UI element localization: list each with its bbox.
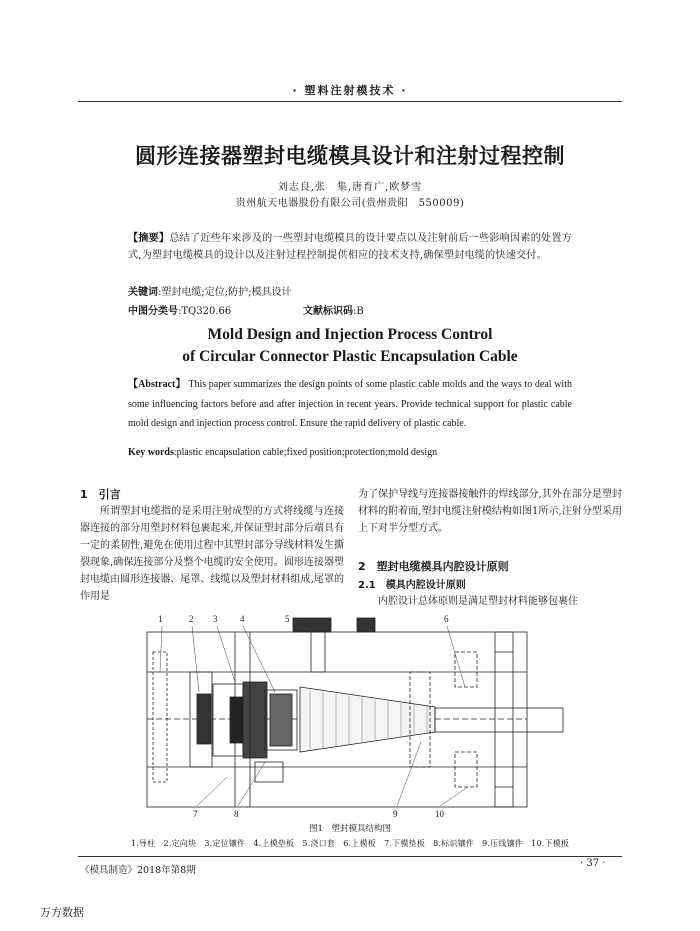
header-rule [78, 101, 622, 102]
keywords-label: 关键词 [128, 287, 158, 298]
figure-legend: 1.导柱 2.定向块 3.定位镶件 4.上模垫板 5.浇口套 6.上模板 7.下模垫板 8.标识镶件 9.压线镶件 10.下模板 [130, 839, 570, 848]
section-1-heading [80, 486, 121, 502]
class-label: 中图分类号 [128, 306, 178, 317]
guide-pillar-right [495, 632, 513, 807]
keywords-en-label: Key words [128, 447, 174, 458]
abstract-cn-text: 总结了近些年来涉及的一些塑封电缆模具的设计要点以及注射前后一些影响因素的处置方式,为塑封电缆模具的设计以及注射过程控制提供相应的技术支持,确保塑封电缆的快速交付。 [128, 233, 573, 261]
keywords-cn [128, 283, 291, 298]
figure-label-3: 3 [213, 614, 218, 624]
encapsulation-cavity [300, 687, 435, 752]
figure-label-4: 4 [240, 614, 245, 624]
section-2-1-heading [358, 576, 466, 591]
wanfang-watermark: 万方数据 [40, 906, 84, 919]
keywords-cn-text: :塑封电缆;定位;防护;模具设计 [158, 287, 292, 298]
section-1-title: 引言 [98, 488, 121, 501]
figure-label-10: 10 [435, 809, 444, 819]
figure-caption: 图1 塑封模具结构图 [309, 824, 391, 834]
abstract-en [128, 375, 572, 434]
document-code [303, 302, 364, 317]
figure-label-6: 6 [444, 614, 449, 624]
affiliation: 贵州航天电器股份有限公司(贵州贵阳 550009) [235, 198, 465, 209]
section-1-text: 所谓塑封电缆指的是采用注射成型的方式将线缆与连接器连接的部分用塑封材料包裹起来,并保证塑封部分后端具有一定的柔韧性,避免在使用过程中其塑封部分导线材料发生撕裂现象,确保连接部分及整个电缆的安全使用。圆形连接器塑封电缆由圆形连接器、尾罩、线缆以及塑封材料组成,尾罩的作用是 [80, 506, 344, 602]
page-number: · 37 · [580, 858, 606, 869]
section-2-1-title: 模具内腔设计原则 [385, 580, 466, 591]
abstract-en-label: 【Abstract】 [128, 379, 186, 390]
cable [435, 708, 563, 732]
figure-label-8: 8 [234, 809, 239, 819]
right-column-text: 为了保护导线与连接器接触件的焊线部分,其外在部分是塑封材料的附着面,塑封电缆注射模结构如图1所示,注射分型采用上下对半分型方式。 [358, 489, 622, 534]
mold-structure-figure [135, 612, 565, 822]
section-2-1-number: 2.1 [358, 580, 376, 591]
section-2-1-text: 内腔设计总体原则是满足塑封材料能够包裹住 [378, 596, 578, 607]
article-title-en-line1: Mold Design and Injection Process Control [207, 326, 493, 343]
article-title-cn: 圆形连接器塑封电缆模具设计和注射过程控制 [135, 144, 565, 168]
keywords-en-text: :plastic encapsulation cable;fixed position;protection;mold design [173, 447, 438, 458]
section-1-number: 1 [80, 488, 88, 501]
locating-pin [197, 694, 211, 744]
sprue [311, 632, 325, 672]
figure-label-9: 9 [393, 809, 398, 819]
footer-rule [78, 856, 622, 857]
figure-label-1: 1 [158, 614, 163, 624]
class-value: :TQ320.66 [178, 306, 232, 317]
section-2-heading [358, 558, 509, 574]
doc-label: 文献标识码 [303, 306, 353, 317]
journal-section-header: · 塑料注射模技术 · [292, 84, 408, 97]
abstract-en-text: This paper summarizes the design points of some plastic cable molds and the ways to deal with some influencing factors before and after injection in recent years. Provide technical support for plastic cable mold design and injection process control. Ensure the rapid delivery of plastic cable. [128, 379, 572, 429]
figure-label-7: 7 [193, 809, 198, 819]
article-title-en-line2: of Circular Connector Plastic Encapsulation Cable [182, 348, 518, 365]
section-2-title: 塑封电缆模具内腔设计原则 [376, 560, 509, 573]
abstract-cn [128, 231, 572, 264]
top-bolt [357, 618, 375, 632]
keywords-en [128, 447, 437, 458]
classification-number [128, 302, 231, 317]
label-insert [255, 762, 283, 782]
authors: 刘志良,张 集,唐育广,欧梦雪 [277, 182, 423, 193]
figure-label-2: 2 [189, 614, 194, 624]
figure-label-5: 5 [285, 614, 290, 624]
journal-issue: 《模具制造》2018年第8期 [80, 865, 196, 876]
abstract-label: 【摘要】 [128, 233, 170, 244]
doc-value: :B [353, 306, 364, 317]
section-2-number: 2 [358, 560, 366, 573]
